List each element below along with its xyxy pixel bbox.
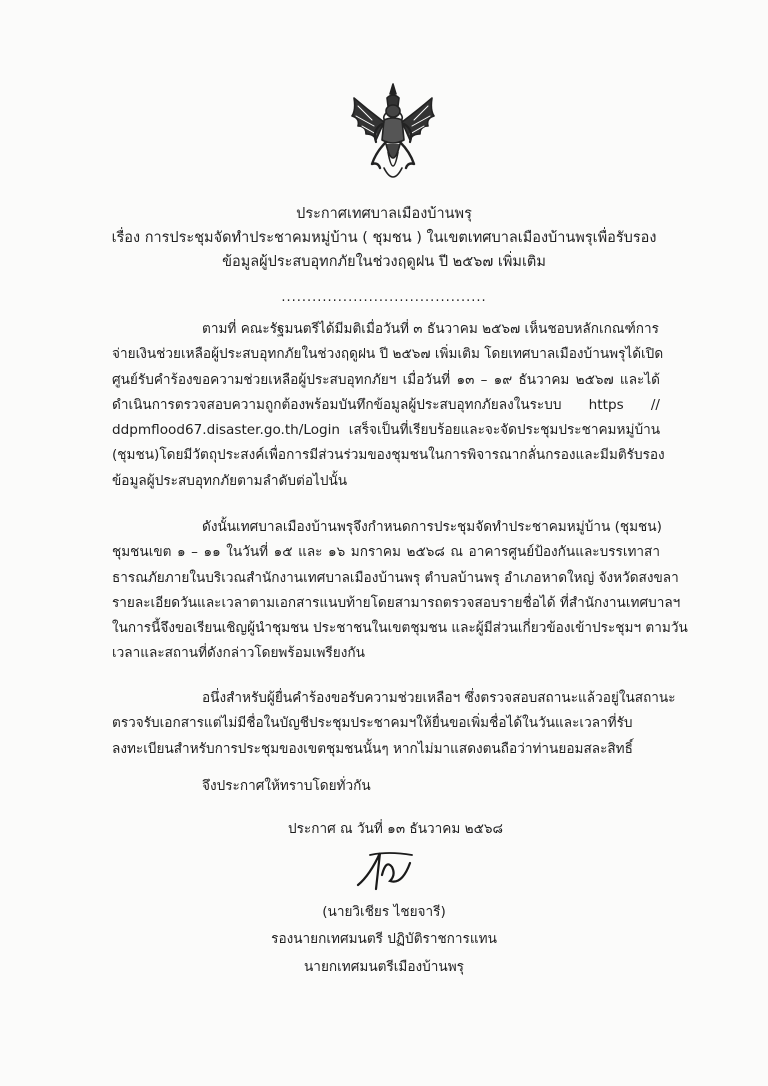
paragraph-line: รายละเอียดวันและเวลาตามเอกสารแนบท้ายโดยสามารถตรวจสอบรายชื่อได้ ที่สำนักงานเทศบาลฯ: [112, 594, 681, 611]
paragraph-line: ตามที่ คณะรัฐมนตรีได้มีมติเมื่อวันที่ ๓ ธันวาคม ๒๕๖๗ เห็นชอบหลักเกณฑ์การ: [202, 321, 659, 337]
paragraph-line: ข้อมูลผู้ประสบอุทกภัยตามลำดับต่อไปนั้น: [112, 472, 348, 489]
paragraph-line: จ่ายเงินช่วยเหลือผู้ประสบอุทกภัยในช่วงฤดูฝน ปี ๒๕๖๗ เพิ่มเติม โดยเทศบาลเมืองบ้านพรุได้เปิด: [112, 346, 664, 363]
paragraph-line: ตรวจรับเอกสารแต่ไม่มีชื่อในบัญชีประชุมประชาคมฯให้ยื่นขอเพิ่มชื่อได้ในวันและเวลาที่รับ: [112, 715, 633, 732]
paragraph-line: ธารณภัยภายในบริเวณสำนักงานเทศบาลเมืองบ้านพรุ ตำบลบ้านพรุ อำเภอหาดใหญ่ จังหวัดสงขลา: [112, 569, 679, 586]
paragraph-line: ดังนั้นเทศบาลเมืองบ้านพรุจึงกำหนดการประชุมจัดทำประชาคมหมู่บ้าน (ชุมชน): [202, 519, 662, 535]
signer-title: นายกเทศมนตรีเมืองบ้านพรุ: [304, 959, 464, 975]
dotted-separator: ........................................: [281, 290, 487, 305]
paragraph-line: ลงทะเบียนสำหรับการประชุมของเขตชุมชนนั้นๆ หากไม่มาแสดงตนถือว่าท่านยอมสละสิทธิ์: [112, 740, 633, 757]
paragraph-line: อนึ่งสำหรับผู้ยื่นคำร้องขอรับความช่วยเหลือฯ ซึ่งตรวจสอบสถานะแล้วอยู่ในสถานะ: [202, 690, 676, 706]
paragraph-line: ในการนี้จึงขอเรียนเชิญผู้นำชุมชน ประชาชนในเขตชุมชน และผู้มีส่วนเกี่ยวข้องเข้าประชุมฯ ตามวัน: [112, 620, 688, 637]
subject-line-1: เรื่อง การประชุมจัดทำประชาคมหมู่บ้าน ( ชุมชน ) ในเขตเทศบาลเมืองบ้านพรุเพื่อรับรอง: [111, 230, 657, 246]
signer-name: (นายวิเชียร ไชยจารี): [322, 904, 446, 920]
subject-line-2: ข้อมูลผู้ประสบอุทกภัยในช่วงฤดูฝน ปี ๒๕๖๗ เพิ่มเติม: [222, 254, 546, 270]
handwritten-signature: [352, 845, 422, 893]
paragraph-line: ศูนย์รับคำร้องขอความช่วยเหลือผู้ประสบอุทกภัยฯ เมื่อวันที่ ๑๓ – ๑๙ ธันวาคม ๒๕๖๗ และได้: [112, 371, 660, 388]
garuda-emblem-icon: [342, 80, 444, 188]
paragraph-line: เวลาและสถานที่ดังกล่าวโดยพร้อมเพรียงกัน: [112, 645, 365, 662]
announcement-date: ประกาศ ณ วันที่ ๑๓ ธันวาคม ๒๕๖๘: [288, 821, 504, 837]
paragraph-line: (ชุมชน)โดยมีวัตถุประสงค์เพื่อการมีส่วนร่วมของชุมชนในการพิจารณากลั่นกรองและมีมติรับรอง: [112, 447, 665, 464]
paragraph-background: [112, 317, 665, 494]
paragraph-line: ชุมชนเขต ๑ – ๑๑ ในวันที่ ๑๕ และ ๑๖ มกราคม ๒๕๖๘ ณ อาคารศูนย์ป้องกันและบรรเทาสา: [112, 544, 660, 561]
paragraph-closing: [112, 774, 660, 799]
paragraph-line: ดำเนินการตรวจสอบความถูกต้องพร้อมบันทึกข้อมูลผู้ประสบอุทกภัยลงในระบบ https //: [112, 396, 660, 413]
paragraph-additional-names: [112, 686, 676, 762]
announcement-title: ประกาศเทศบาลเมืองบ้านพรุ: [296, 206, 472, 222]
signer-position: รองนายกเทศมนตรี ปฏิบัติราชการแทน: [271, 931, 497, 947]
paragraph-line: ddpmflood67.disaster.go.th/Login เสร็จเป็นที่เรียบร้อยและจะจัดประชุมประชาคมหมู่บ้าน: [112, 422, 660, 439]
paragraph-line: จึงประกาศให้ทราบโดยทั่วกัน: [202, 778, 371, 794]
paragraph-meeting-schedule: [112, 515, 688, 667]
